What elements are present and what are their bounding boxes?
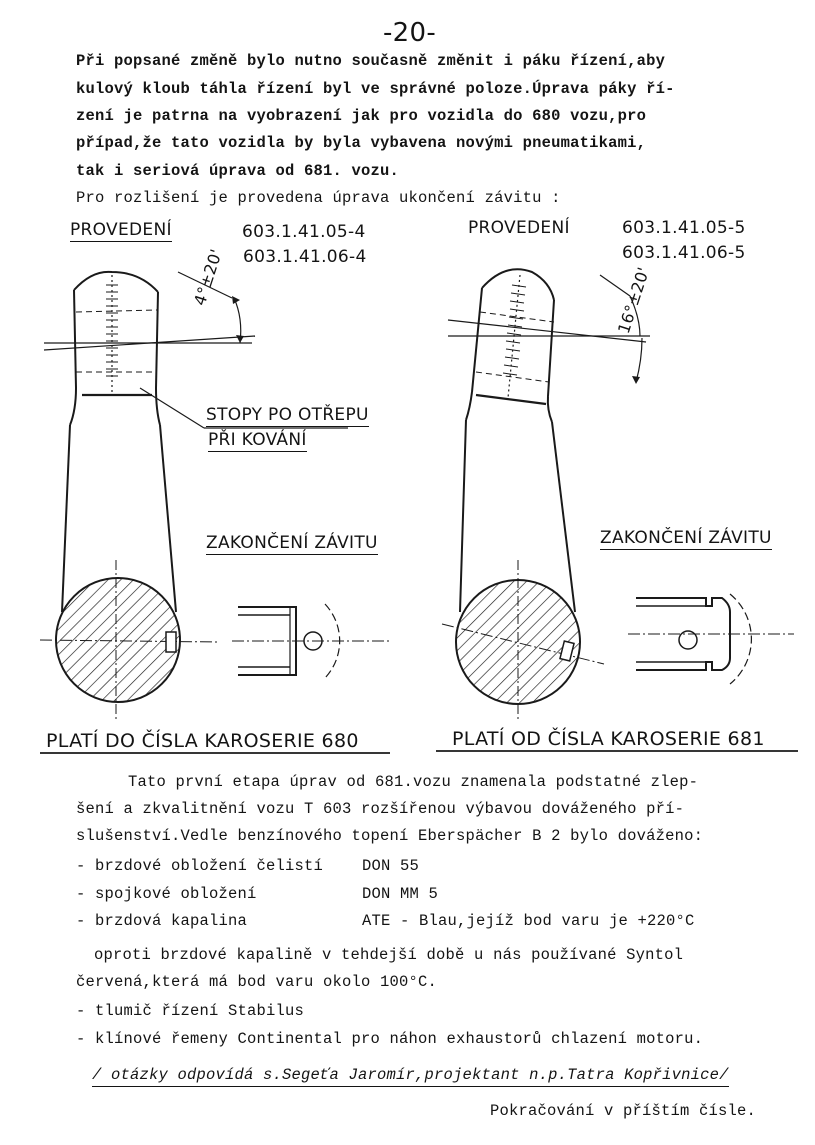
intro-line: kulový kloub táhla řízení byl ve správné poloze.Úprava páky ří- [76,80,675,98]
caption-right: PLATÍ OD ČÍSLA KAROSERIE 681 [452,728,765,750]
left-lever-drawing [40,272,392,722]
part-number-right-1: 603.1.41.05-5 [622,218,746,238]
angle-label-right: 16°±20' [614,264,654,336]
list-item-value: ATE - Blau,jejíž bod varu je +220°C [362,912,695,930]
continuation-line: červená,která má bod varu okolo 100°C. [76,973,438,991]
zakonceni-label-left: ZAKONČENÍ ZÁVITU [206,533,378,553]
answer-note: / otázky odpovídá s.Segeťa Jaromír,projektant n.p.Tatra Kopřivnice/ [92,1066,729,1087]
continuation-line: oproti brzdové kapalině v tehdejší době u nás používané Syntol [94,946,684,964]
intro-line: tak i seriová úprava od 681. vozu. [76,162,400,180]
intro-line: Při popsané změně bylo nutno současně změnit i páku řízení,aby [76,52,666,70]
list-item-value: DON 55 [362,857,420,875]
intro-line: Pro rozlišení je provedena úprava ukončení závitu : [76,189,561,207]
intro-line: případ,že tato vozidla by byla vybavena novými pneumatikami, [76,134,647,152]
list-item: - klínové řemeny Continental pro náhon exhaustorů chlazení motoru. [76,1030,704,1048]
stopy-label-line2: PŘI KOVÁNÍ [208,430,307,450]
part-number-left-1: 603.1.41.05-4 [242,222,366,242]
stopy-label-line1: STOPY PO OTŘEPU [206,405,369,425]
zakonceni-label-right: ZAKONČENÍ ZÁVITU [600,528,772,548]
list-item-value: DON MM 5 [362,885,439,903]
body-line: šení a zkvalitnění vozu T 603 rozšířenou výbavou dováženého pří- [76,800,685,818]
body-line: Tato první etapa úprav od 681.vozu znamenala podstatné zlep- [128,773,699,791]
continuation-footer: Pokračování v příštím čísle. [490,1102,757,1120]
list-item: - tlumič řízení Stabilus [76,1002,305,1020]
list-item-name: - brzdové obložení čelistí [76,857,324,875]
angle-label-left: 4°±20' [190,246,227,308]
list-item-name: - spojkové obložení [76,885,257,903]
intro-line: zení je patrna na vyobrazení jak pro vozidla do 680 vozu,pro [76,107,647,125]
body-line: slušenství.Vedle benzínového topení Eberspächer B 2 bylo dováženo: [76,827,704,845]
part-number-left-2: 603.1.41.06-4 [243,247,367,267]
list-item-name: - brzdová kapalina [76,912,248,930]
part-number-right-2: 603.1.41.06-5 [622,243,746,263]
caption-left: PLATÍ DO ČÍSLA KAROSERIE 680 [46,730,359,752]
provedeni-label-left: PROVEDENÍ [70,220,172,240]
right-lever-drawing [442,269,794,722]
page-number: -20- [383,18,437,48]
provedeni-label-right: PROVEDENÍ [468,218,570,238]
